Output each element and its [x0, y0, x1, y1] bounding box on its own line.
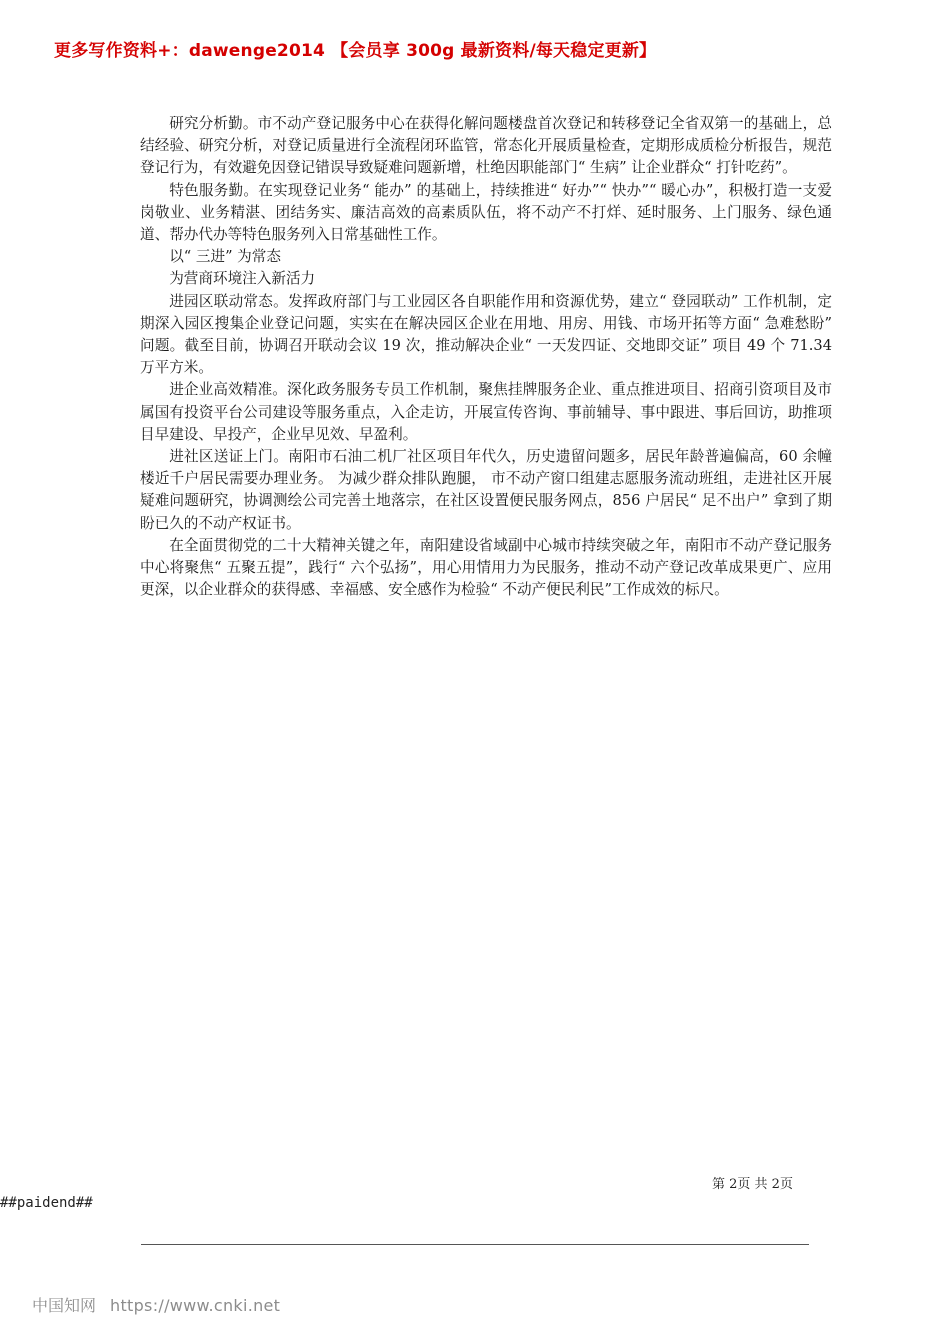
paid-end-marker: ##paidend##	[0, 1195, 93, 1211]
footer-divider	[141, 1244, 809, 1245]
paragraph-research-analysis: 研究分析勤。市不动产登记服务中心在获得化解问题楼盘首次登记和转移登记全省双第一的基础上，总结经验、研究分析，对登记质量进行全流程闭环监管，常态化开展质量检查，定期形成质检分析报告，规范登记行为，有效避免因登记错误导致疑难问题新增，杜绝因职能部门“ 生病” 让企业群众“ 打针吃药”。	[140, 115, 832, 177]
section-subheading: 为营商环境注入新活力	[169, 270, 316, 288]
page-number: 第 2页 共 2页	[712, 1177, 793, 1192]
paragraph-conclusion: 在全面贯彻党的二十大精神关键之年，南阳建设省域副中心城市持续突破之年，南阳市不动产登记服务中心将聚焦“ 五聚五提”，践行“ 六个弘扬”，用心用情用力为民服务，推动不动产登记改革成果更广、应用更深，以企业群众的获得感、幸福感、安全感作为检验“ 不动产便民利民”工作成效的标尺。	[140, 536, 832, 599]
cnki-watermark	[32, 1293, 280, 1316]
paragraph-enterprise-service: 进企业高效精准。深化政务服务专员工作机制，聚焦挂牌服务企业、重点推进项目、招商引资项目及市属国有投资平台公司建设等服务重点，入企走访，开展宣传咨询、事前辅导、事中跟进、事后回访，助推项目早建设、早投产，企业早见效、早盈利。	[140, 381, 832, 443]
paragraph-featured-service: 特色服务勤。在实现登记业务“ 能办” 的基础上，持续推进“ 好办”“ 快办”“ 暖心办”，积极打造一支爱岗敬业、业务精湛、团结务实、廉洁高效的高素质队伍，将不动产不打烊、延时服务、上门服务、绿色通道、帮办代办等特色服务列入日常基础性工作。	[140, 181, 832, 244]
paragraph-park-linkage: 进园区联动常态。发挥政府部门与工业园区各自职能作用和资源优势，建立“ 登园联动” 工作机制，定期深入园区搜集企业登记问题，实实在在解决园区企业在用地、用房、用钱、市场开拓等方面“ 急难愁盼” 问题。截至目前，协调召开联动会议 19 次，推动解决企业“ 一天发四证、交地即交证” 项目 49 个 71.34 万平方米。	[140, 292, 832, 377]
paragraph-community-service: 进社区送证上门。南阳市石油二机厂社区项目年代久，历史遗留问题多，居民年龄普遍偏高，60 余幢楼近千户居民需要办理业务。 为减少群众排队跑腿， 市不动产窗口组建志愿服务流动班组，走进社区开展疑难问题研究，协调测绘公司完善土地落宗，在社区设置便民服务网点，856 户居民“ 足不出户” 拿到了期盼已久的不动产权证书。	[140, 448, 832, 532]
document-body	[140, 113, 832, 601]
section-heading: 以“ 三进” 为常态	[169, 248, 281, 266]
watermark-url: https://www.cnki.net	[110, 1296, 281, 1315]
promo-banner: 更多写作资料+：dawenge2014 【会员享 300g 最新资料/每天稳定更新】	[54, 41, 657, 61]
watermark-site-name: 中国知网	[32, 1296, 97, 1315]
